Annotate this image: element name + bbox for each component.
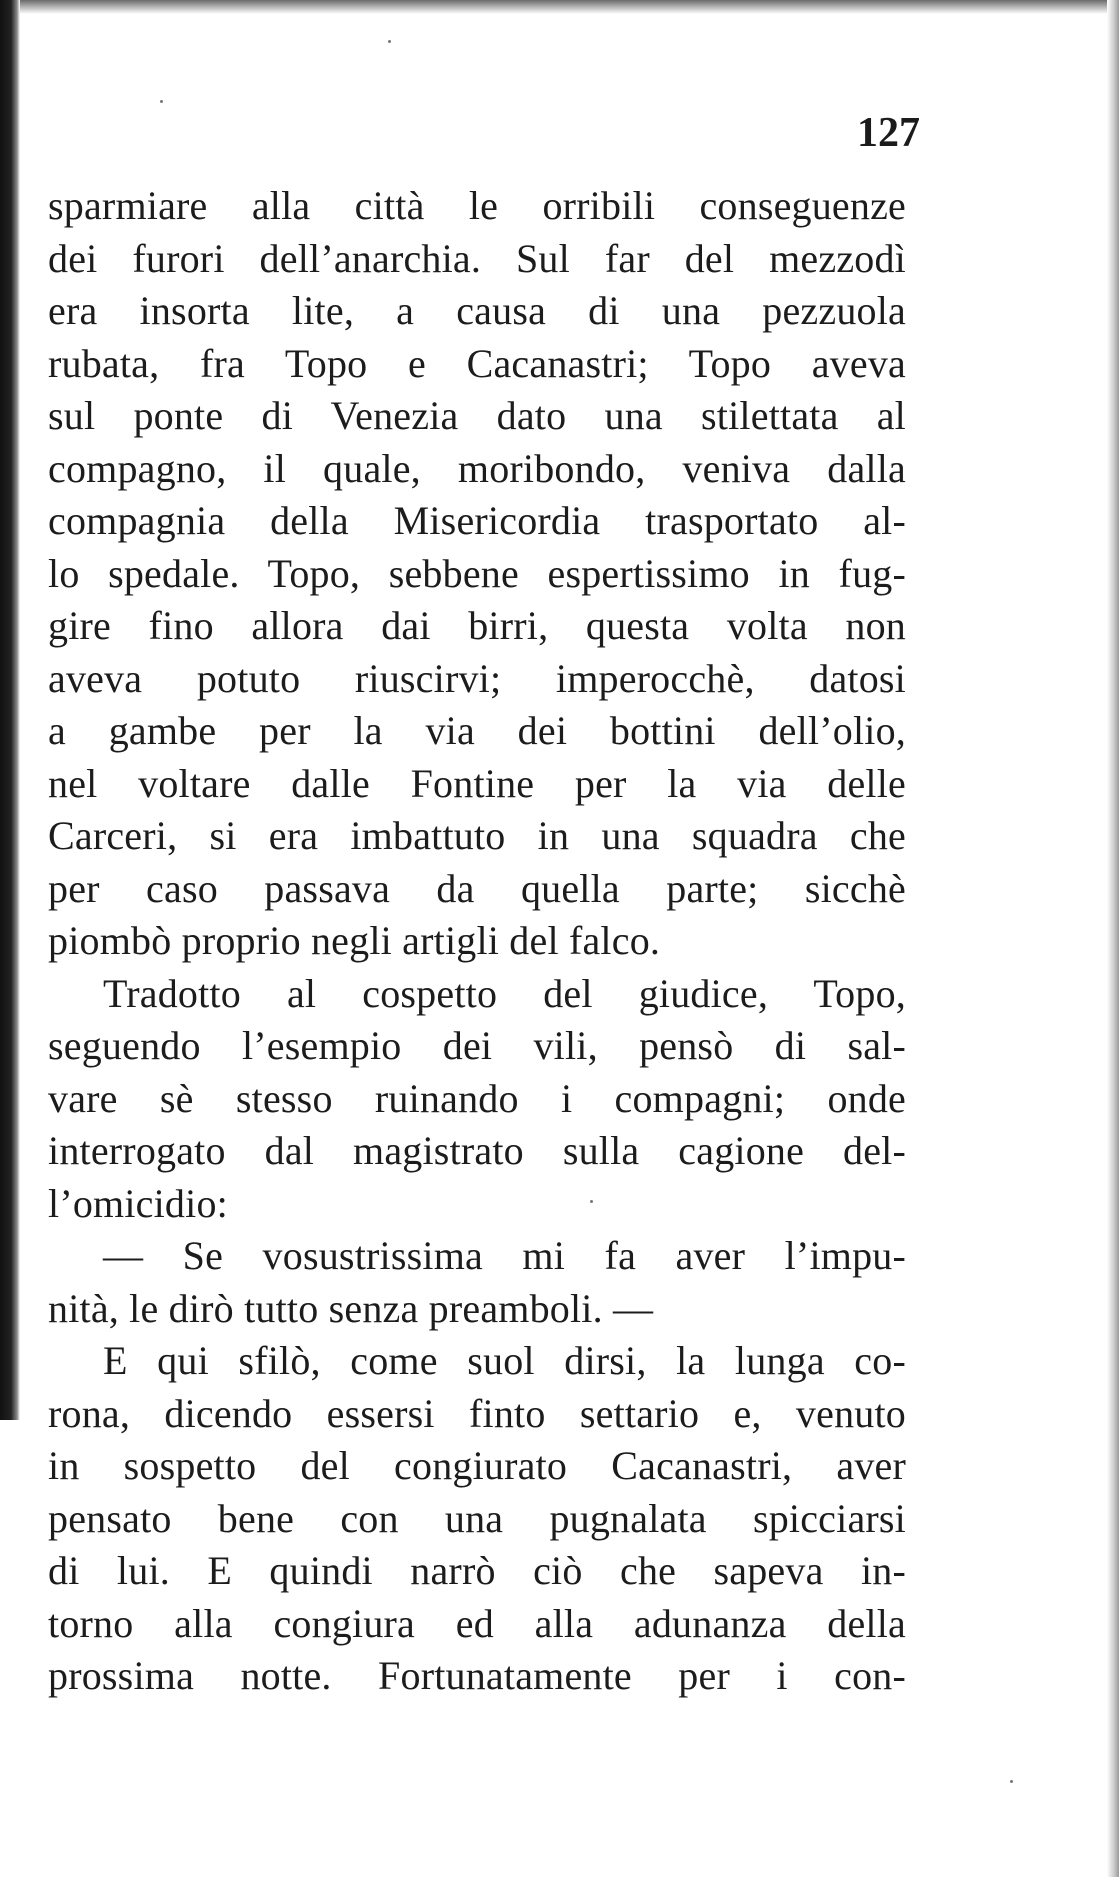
text-line: nità, le dirò tutto senza preamboli. —	[48, 1285, 654, 1331]
text-line: rubata, fra Topo e Cacanastri; Topo aveva	[48, 340, 906, 386]
text-line: sul ponte di Venezia dato una stilettata al	[48, 393, 906, 438]
text-line: sparmiare alla città le orribili conseguenze	[48, 183, 906, 228]
text-line: rona, dicendo essersi finto settario e, venuto	[48, 1390, 906, 1436]
text-line: era insorta lite, a causa di una pezzuola	[48, 288, 906, 333]
text-line: Carceri, si era imbattuto in una squadra che	[48, 813, 906, 858]
text-line: torno alla congiura ed alla adunanza della	[48, 1600, 906, 1646]
text-line: dei furori dell’anarchia. Sul far del mezzodì	[48, 235, 906, 281]
scan-speck	[388, 40, 391, 43]
scan-edge-top	[0, 0, 1119, 14]
text-line: Tradotto al cospetto del giudice, Topo,	[103, 970, 906, 1016]
text-line: seguendo l’esempio dei vili, pensò di sal-	[48, 1023, 906, 1068]
scan-speck	[160, 100, 163, 103]
text-line: vare sè stesso ruinando i compagni; onde	[48, 1075, 906, 1121]
text-line: piombò proprio negli artigli del falco.	[48, 918, 661, 963]
text-line: prossima notte. Fortunatamente per i con-	[48, 1653, 906, 1698]
text-line: compagno, il quale, moribondo, veniva dalla	[48, 445, 906, 491]
text-line: nel voltare dalle Fontine per la via delle	[48, 760, 906, 806]
text-line: gire fino allora dai birri, questa volta non	[48, 603, 906, 648]
scan-edge-right	[1107, 0, 1119, 1877]
text-line: — Se vosustrissima mi fa aver l’impu-	[103, 1233, 906, 1278]
text-line: aveva potuto riuscirvi; imperocchè, datosi	[48, 655, 906, 701]
text-line: pensato bene con una pugnalata spicciarsi	[48, 1495, 906, 1541]
text-line: E qui sfilò, come suol dirsi, la lunga co-	[103, 1338, 906, 1383]
text-line: in sospetto del congiurato Cacanastri, aver	[48, 1443, 906, 1488]
scan-edge-left	[0, 0, 20, 1420]
page-number: 127	[857, 110, 920, 156]
text-line: di lui. E quindi narrò ciò che sapeva in-	[48, 1548, 906, 1593]
scan-speck	[1010, 1780, 1013, 1783]
body-text	[48, 180, 906, 1703]
text-line: lo spedale. Topo, sebbene espertissimo in fug-	[48, 550, 906, 596]
text-line: per caso passava da quella parte; sicchè	[48, 865, 906, 911]
text-line: compagnia della Misericordia trasportato al-	[48, 498, 906, 543]
text-line: a gambe per la via dei bottini dell’olio,	[48, 708, 906, 753]
text-line: l’omicidio:	[48, 1180, 228, 1226]
text-line: interrogato dal magistrato sulla cagione del-	[48, 1128, 906, 1173]
